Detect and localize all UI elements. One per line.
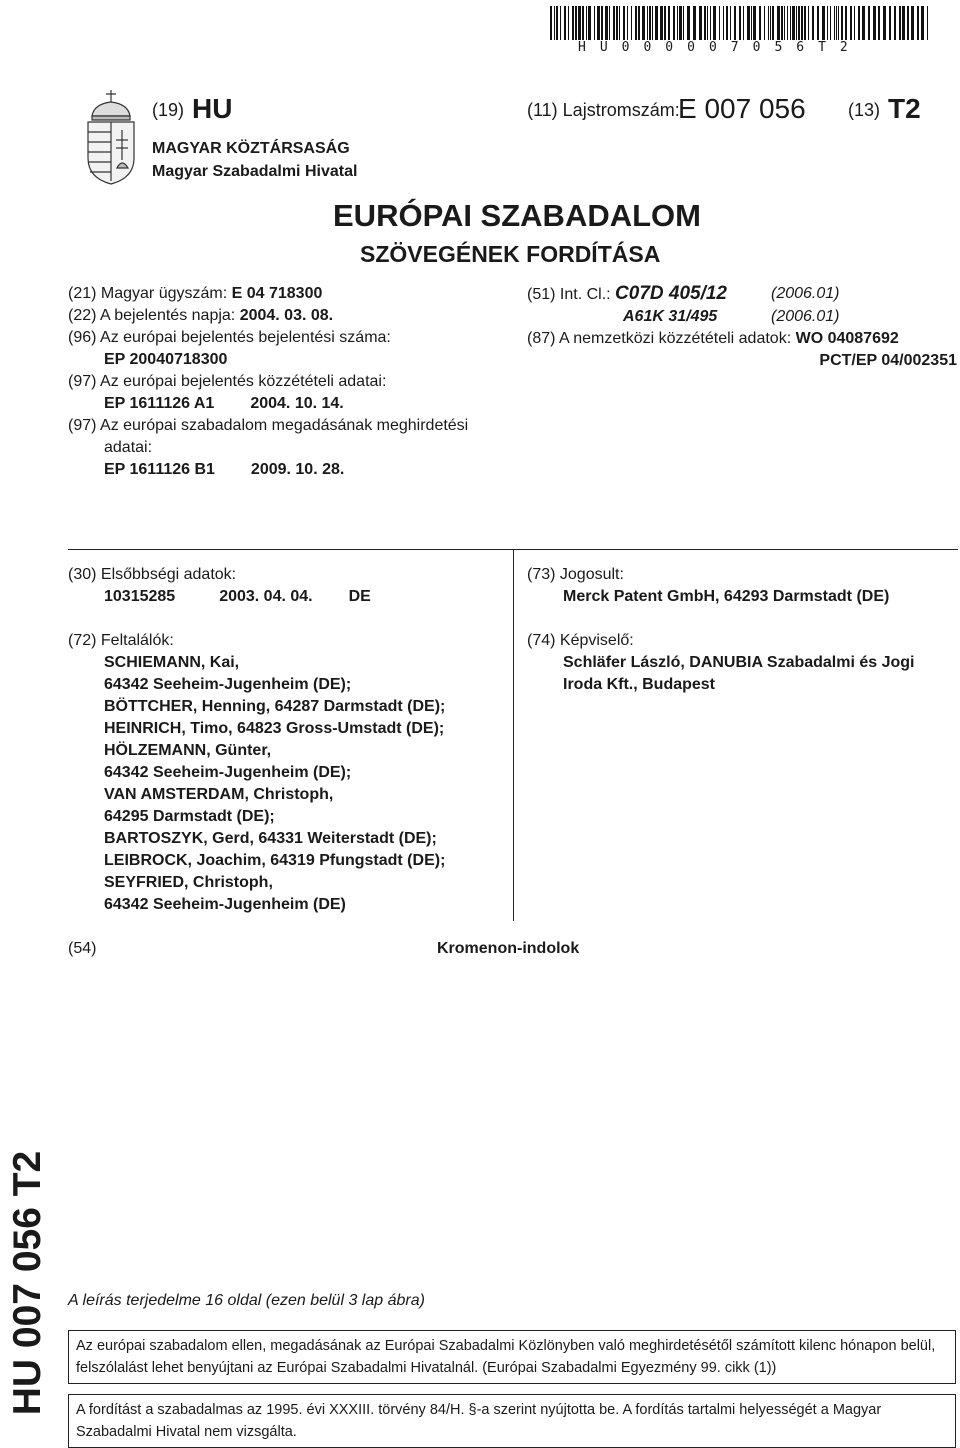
field-21: (21) Magyar ügyszám: E 04 718300 [68,285,323,302]
barcode-bar [594,6,595,40]
inventor-line: SEYFRIED, Christoph, [104,874,273,891]
barcode-bar [770,6,771,40]
barcode-bar [554,6,555,40]
kind-code-label: (13) [848,100,881,120]
barcode-bar [575,6,577,40]
inventor-line: BARTOSZYK, Gerd, 64331 Weiterstadt (DE); [104,830,437,847]
barcode-bar [635,6,637,40]
registration-number: E 007 056 [678,93,806,124]
inventor-line: SCHIEMANN, Kai, [104,654,240,671]
barcode-bar [613,6,615,40]
barcode-bar [631,6,632,40]
barcode-bar [739,6,741,40]
barcode [550,6,930,40]
barcode-bar [927,6,928,40]
barcode-bar [822,6,825,40]
barcode-bar [601,6,603,40]
barcode-bar [894,6,896,40]
barcode-bar [582,6,584,40]
barcode-bar [638,6,640,40]
barcode-bar [679,6,682,40]
barcode-bar [713,6,716,40]
barcode-bar [550,6,552,40]
barcode-bar [719,6,720,40]
kind-code: T2 [888,93,921,124]
document-subtitle: SZÖVEGÉNEK FORDÍTÁSA [360,241,661,267]
inventor-line: VAN AMSTERDAM, Christoph, [104,786,334,803]
barcode-bar [572,6,574,40]
barcode-bar [838,6,839,40]
inventor-line: HÖLZEMANN, Günter, [104,742,272,759]
barcode-bar [834,6,835,40]
barcode-bar [605,6,608,40]
barcode-bar [660,6,663,40]
barcode-bar [597,6,600,40]
field-97b-label: (97) Az európai szabadalom megadásának meghirdetési [68,417,469,434]
ipc-class-2: A61K 31/495 [623,308,718,325]
barcode-bar [683,6,684,40]
inventor-line: BÖTTCHER, Henning, 64287 Darmstadt (DE); [104,698,446,715]
barcode-bar [873,6,876,40]
field-73-label: (73) Jogosult: [527,566,624,583]
barcode-bar [726,6,728,40]
barcode-bar [710,6,711,40]
barcode-bar [751,6,752,40]
inventor-list [104,652,508,916]
parties-right [527,564,957,696]
barcode-bar [790,6,791,40]
field-97b-label-cont: adatai: [104,439,153,456]
field-30-value: 10315285 2003. 04. 04. DE [104,588,371,605]
field-51-second: A61K 31/495 (2006.01) [527,306,957,328]
inventor-line: 64295 Darmstadt (DE); [104,808,275,825]
barcode-bar [830,6,831,40]
side-document-id-text: HU 007 056 T2 [6,1150,49,1415]
field-22: (22) A bejelentés napja: 2004. 03. 08. [68,307,334,324]
barcode-bar [652,6,653,40]
barcode-bar [623,6,625,40]
barcode-bar [647,6,648,40]
barcode-bar [768,6,769,40]
barcode-bar [777,6,780,40]
barcode-bar [693,6,696,40]
barcode-bar [664,6,666,40]
barcode-bar [841,6,843,40]
hungarian-coat-of-arms-icon [80,88,142,186]
bibliographic-data-left [68,283,508,481]
barcode-bar [687,6,690,40]
barcode-bar [616,6,618,40]
barcode-bar [889,6,891,40]
barcode-bar [753,6,756,40]
barcode-bar [699,6,702,40]
field-30-label: (30) Elsőbbségi adatok: [68,566,237,583]
barcode-bar [560,6,561,40]
barcode-bar [578,6,581,40]
barcode-bar [764,6,765,40]
barcode-bar [627,6,628,40]
field-97a-value: EP 1611126 A1 2004. 10. 14. [104,395,344,412]
office-name: Magyar Szabadalmi Hivatal [152,163,358,180]
barcode-bar [743,6,744,40]
barcode-bar [707,6,708,40]
barcode-bar [911,6,914,40]
inventor-line: 64342 Seeheim-Jugenheim (DE); [104,764,352,781]
column-divider [513,549,514,921]
barcode-bar [854,6,855,40]
barcode-bar [723,6,724,40]
barcode-bar [812,6,814,40]
barcode-bar [759,6,761,40]
barcode-bar [902,6,905,40]
bibliographic-data-right [527,283,957,372]
description-length: A leírás terjedelme 16 oldal (ezen belül 3 lap ábra) [68,1292,425,1309]
side-document-id [0,1150,56,1415]
barcode-text: HU000007056T2 [578,40,862,55]
field-74-label: (74) Képviselő: [527,632,634,649]
invention-title: Kromenon-indolok [437,940,580,957]
barcode-bar [747,6,750,40]
barcode-bar [734,6,736,40]
barcode-bar [798,6,800,40]
barcode-bar [899,6,901,40]
barcode-bar [796,6,797,40]
barcode-bar [827,6,828,40]
field-87-pct: PCT/EP 04/002351 [819,352,957,369]
inventor-line: HEINRICH, Timo, 64823 Gross-Umstadt (DE); [104,720,445,737]
field-72-label: (72) Feltalálók: [68,632,174,649]
barcode-bar [868,6,870,40]
translation-notice: A fordítást a szabadalmas az 1995. évi XXXIII. törvény 84/H. §-a szerint nyújtotta be. A fordítás tartalmi helyességét a Magyar Szabadalmi Hivatal nem vizsgálta. [68,1394,956,1448]
barcode-bar [642,6,645,40]
barcode-bar [568,6,569,40]
inventor-line: 64342 Seeheim-Jugenheim (DE) [104,896,346,913]
field-97a-label: (97) Az európai bejelentés közzétételi adatai: [68,373,387,390]
barcode-bar [808,6,809,40]
barcode-bar [817,6,819,40]
opposition-notice: Az európai szabadalom ellen, megadásának az Európai Szabadalmi Közlönyben való meghirdetésétől számított kilenc hónapon belül, felszólalást lehet benyújtani az Európai Szabadalmi Hivatalnál. (Európai Szabadalmi Egyezmény 99. cikk (1)) [68,1330,956,1384]
barcode-bar [921,6,924,40]
field-54-label: (54) [68,940,97,957]
barcode-bar [677,6,678,40]
barcode-bar [883,6,886,40]
barcode-bar [862,6,865,40]
field-96-label: (96) Az európai bejelentés bejelentési száma: [68,329,391,346]
barcode-bar [556,6,558,40]
field-51: (51) Int. Cl.: C07D 405/12 (2006.01) [527,283,840,304]
barcode-bar [619,6,620,40]
proprietor: Merck Patent GmbH, 64293 Darmstadt (DE) [563,588,890,605]
barcode-bar [792,6,795,40]
barcode-bar [858,6,860,40]
barcode-bar [801,6,803,40]
parties-left [68,564,508,916]
field-97b-value: EP 1611126 B1 2009. 10. 28. [104,461,345,478]
barcode-bar [787,6,788,40]
barcode-bar [917,6,919,40]
barcode-bar [704,6,706,40]
barcode-bar [668,6,670,40]
barcode-bar [586,6,587,40]
registration-number-label: (11) Lajstromszám: [527,100,680,120]
barcode-bar [673,6,675,40]
representative-cont: Iroda Kft., Budapest [563,676,716,693]
barcode-bar [804,6,806,40]
representative: Schläfer László, DANUBIA Szabadalmi és Jogi [563,654,915,671]
barcode-bar [878,6,880,40]
country-name: MAGYAR KÖZTÁRSASÁG [152,140,350,157]
barcode-bar [588,6,591,40]
document-title: EURÓPAI SZABADALOM [333,198,701,233]
field-96-value: EP 20040718300 [104,351,228,368]
barcode-bar [850,6,852,40]
country-code: HU [192,93,233,124]
barcode-bar [781,6,783,40]
barcode-bar [649,6,651,40]
barcode-bar [564,6,566,40]
barcode-bar [730,6,731,40]
country-field-label: (19) [152,100,185,120]
barcode-bar [845,6,847,40]
ipc-class-1: C07D 405/12 [615,283,727,304]
barcode-bar [907,6,909,40]
field-87: (87) A nemzetközi közzétételi adatok: WO 04087692 [527,330,899,347]
barcode-bar [655,6,658,40]
inventor-line: 64342 Seeheim-Jugenheim (DE); [104,676,352,693]
inventor-line: LEIBROCK, Joachim, 64319 Pfungstadt (DE); [104,852,446,869]
barcode-bar [609,6,610,40]
barcode-bar [784,6,785,40]
barcode-bar [836,6,837,40]
barcode-bar [772,6,774,40]
